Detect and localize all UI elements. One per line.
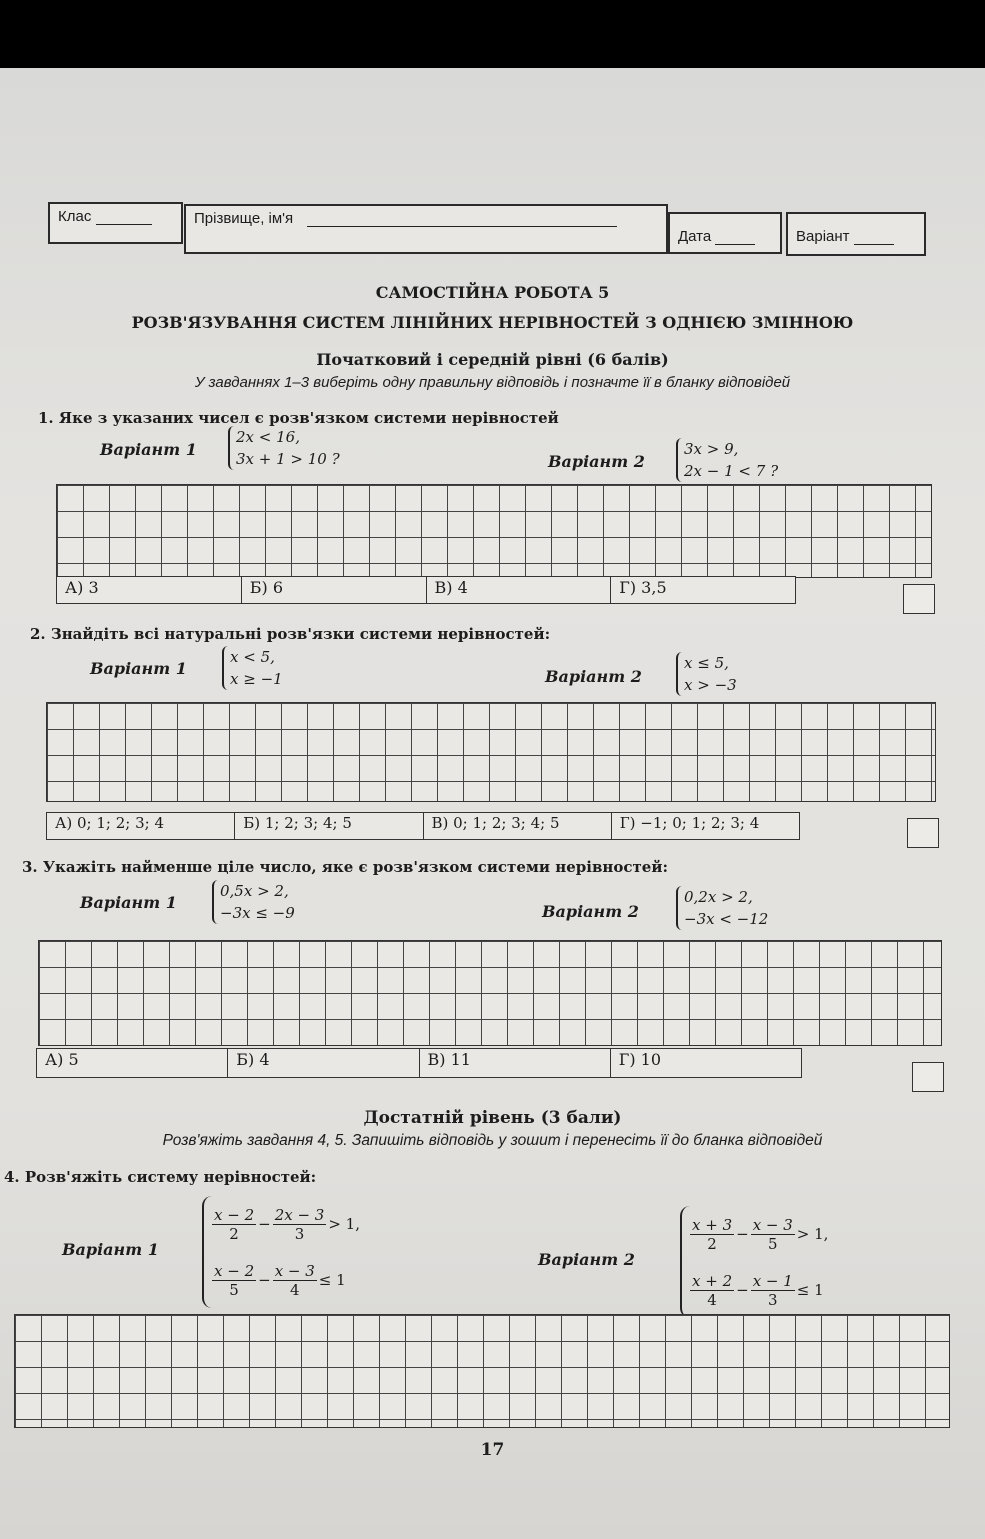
task1-variant1-label: Варіант 1 <box>100 440 197 459</box>
task4-v1-row2: $\frac{x - 2}{5}$ − $\frac{x - 3}{4}$ ≤ 1 <box>214 1261 346 1299</box>
name-label: Прізвище, ім'я <box>194 210 294 227</box>
task1-variant1-system: 2x < 16, 3x + 1 > 10 ? <box>228 426 340 470</box>
task4-variant2-label: Варіант 2 <box>538 1250 635 1269</box>
task3-variant1-label: Варіант 1 <box>80 893 177 912</box>
section2-heading: Достатній рівень (3 бали) <box>363 1108 622 1128</box>
task4-v2-row2: $\frac{x + 2}{4}$ − $\frac{x - 1}{3}$ ≤ 1 <box>692 1271 824 1309</box>
section2-instruction: Розв'яжіть завдання 4, 5. Запишіть відповідь у зошит і перенесіть її до бланка відповідей <box>162 1132 823 1149</box>
task3-text: 3. Укажіть найменше ціле число, яке є розв'язком системи нерівностей: <box>22 858 669 876</box>
task1-option-b[interactable]: Б) 6 <box>242 577 427 603</box>
class-field[interactable] <box>48 202 183 244</box>
task4-variant2-system <box>680 1206 828 1318</box>
task2-answer-options <box>46 812 800 840</box>
page-number: 17 <box>480 1440 505 1460</box>
task2-option-c[interactable]: В) 0; 1; 2; 3; 4; 5 <box>424 813 612 839</box>
work-subtitle: РОЗВ'ЯЗУВАННЯ СИСТЕМ ЛІНІЙНИХ НЕРІВНОСТЕЙ З ОДНІЄЮ ЗМІННОЮ <box>131 313 854 332</box>
task2-variant2-system: x ≤ 5, x > −3 <box>676 652 737 696</box>
task1-option-d[interactable]: Г) 3,5 <box>619 578 667 597</box>
section1-heading: Початковий і середній рівні (6 балів) <box>316 350 669 369</box>
task3-answer-options <box>36 1048 802 1078</box>
task4-variant1-system <box>202 1196 360 1308</box>
task1-variant2-system: 3x > 9, 2x − 1 < 7 ? <box>676 438 778 482</box>
task1-option-a[interactable]: А) 3 <box>57 577 242 603</box>
worksheet-page <box>0 68 985 1539</box>
task1-option-c[interactable]: В) 4 <box>427 577 612 603</box>
task3-variant2-label: Варіант 2 <box>542 902 639 921</box>
date-field[interactable] <box>668 212 782 254</box>
task1-answer-options <box>56 576 796 604</box>
task3-answer-box[interactable] <box>912 1062 944 1092</box>
date-label: Дата <box>678 228 712 245</box>
name-field[interactable] <box>184 204 668 254</box>
task1-work-grid[interactable] <box>56 484 932 578</box>
task2-variant2-label: Варіант 2 <box>545 667 642 686</box>
task2-option-b[interactable]: Б) 1; 2; 3; 4; 5 <box>235 813 423 839</box>
task4-work-grid[interactable] <box>14 1314 950 1428</box>
task3-option-d[interactable]: Г) 10 <box>618 1050 662 1069</box>
task3-option-b[interactable]: Б) 4 <box>228 1049 419 1077</box>
task1-variant2-label: Варіант 2 <box>548 452 645 471</box>
task2-variant1-label: Варіант 1 <box>90 659 187 678</box>
task3-option-a[interactable]: А) 5 <box>37 1049 228 1077</box>
task4-variant1-label: Варіант 1 <box>62 1240 159 1259</box>
section1-instruction: У завданнях 1–3 виберіть одну правильну відповідь і позначте її в бланку відповідей <box>194 374 791 391</box>
task3-variant1-system: 0,5x > 2, −3x ≤ −9 <box>212 880 295 924</box>
work-title: САМОСТІЙНА РОБОТА 5 <box>375 283 610 302</box>
class-label: Клас <box>58 208 92 225</box>
task2-option-a[interactable]: А) 0; 1; 2; 3; 4 <box>47 813 235 839</box>
task2-work-grid[interactable] <box>46 702 936 802</box>
task2-text: 2. Знайдіть всі натуральні розв'язки системи нерівностей: <box>30 625 551 643</box>
task2-option-d[interactable]: Г) −1; 0; 1; 2; 3; 4 <box>619 814 760 832</box>
task2-variant1-system: x < 5, x ≥ −1 <box>222 646 283 690</box>
task3-work-grid[interactable] <box>38 940 942 1046</box>
task4-v1-row1: $\frac{x - 2}{2}$ − $\frac{2x - 3}{3}$ > 1, <box>214 1205 360 1243</box>
task2-answer-box[interactable] <box>907 818 939 848</box>
task3-option-c[interactable]: В) 11 <box>420 1049 611 1077</box>
task1-text: 1. Яке з указаних чисел є розв'язком системи нерівностей <box>38 409 559 427</box>
task1-answer-box[interactable] <box>903 584 935 614</box>
task4-v2-row1: $\frac{x + 3}{2}$ − $\frac{x - 3}{5}$ > 1, <box>692 1215 829 1253</box>
variant-field[interactable] <box>786 212 926 256</box>
variant-label: Варіант <box>796 228 850 245</box>
task3-variant2-system: 0,2x > 2, −3x < −12 <box>676 886 768 930</box>
task4-text: 4. Розв'яжіть систему нерівностей: <box>4 1168 317 1186</box>
